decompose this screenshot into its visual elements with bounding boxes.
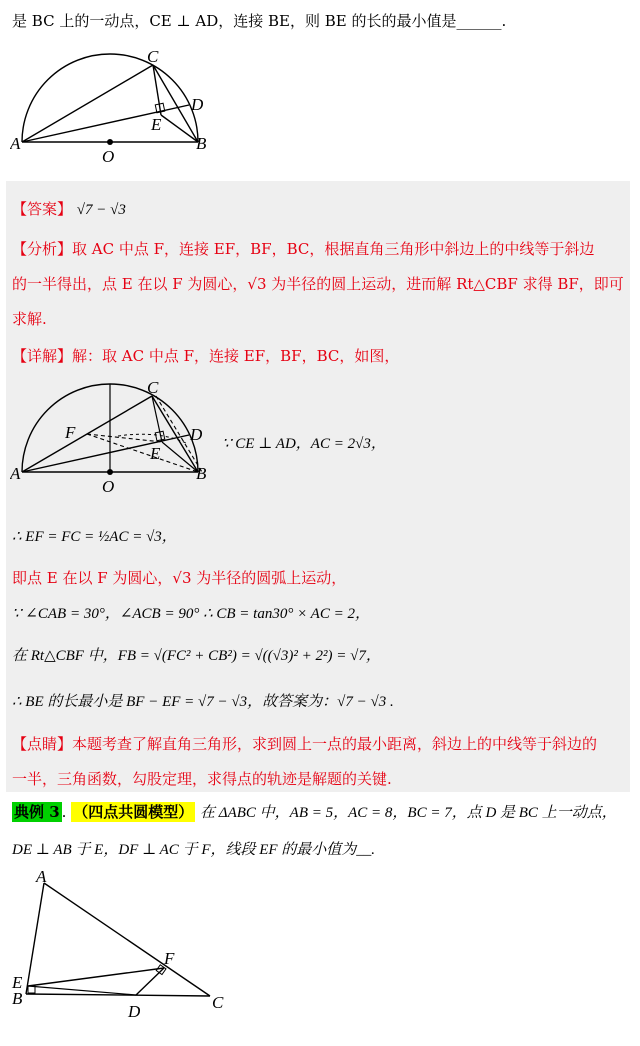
analysis-line-2: 的一半得出，点 E 在以 F 为圆心，√3 为半径的圆上运动，进而解 Rt△CBF 求得 BF，即可: [12, 275, 624, 293]
analysis-text-1: 取 AC 中点 F，连接 EF，BF，BC，根据直角三角形中斜边上的中线等于斜边: [72, 240, 595, 258]
label-O: O: [102, 477, 115, 496]
detail-step-4-text: 在 Rt△CBF 中，FB = √(FC² + CB²) = √((√3)² + 2²) = √7，: [12, 648, 381, 664]
label-C: C: [147, 380, 159, 397]
comment-line-2: 一半，三角函数，勾股定理，求得点的轨迹是解题的关键.: [12, 770, 392, 788]
label-C: C: [147, 48, 159, 66]
figure-triangle: [8, 868, 248, 1028]
label-E: E: [151, 115, 162, 134]
label-A: A: [36, 868, 47, 886]
label-F: F: [65, 423, 76, 442]
answer-tag: 【答案】: [12, 200, 73, 218]
label-D: D: [190, 425, 203, 444]
problem-continuation: [12, 10, 506, 31]
analysis-line-3: 求解.: [12, 310, 47, 328]
figure-semicircle-1: [10, 48, 210, 168]
label-E: E: [150, 444, 161, 463]
label-A: A: [10, 134, 21, 153]
detail-step-3: ∵ ∠CAB = 30°，∠ACB = 90° ∴ CB = tan30° × AC = 2，: [12, 606, 370, 622]
label-B: B: [12, 989, 23, 1008]
label-O: O: [102, 147, 115, 166]
detail-step-4: [12, 644, 381, 665]
label-E: E: [12, 973, 23, 992]
label-A: A: [10, 464, 21, 483]
label-D: D: [128, 1002, 141, 1021]
example3-line-2: DE ⊥ AB 于 E，DF ⊥ AC 于 F，线段 EF 的最小值为__.: [12, 842, 376, 858]
comment-line-1: [12, 733, 597, 754]
detail-tag: 【详解】: [12, 347, 73, 365]
example3-text-1: 在 ΔABC 中，AB = 5，AC = 8，BC = 7，点 D 是 BC 上一动点，: [200, 805, 617, 821]
detail-step-5-text: ∴ BE 的长最小是 BF − EF = √7 − √3，故答案为：√7 − √3 .: [12, 694, 394, 710]
detail-beside-figure: ∵ CE ⊥ AD，AC = 2√3，: [222, 436, 386, 452]
example3-line-1: 典例 3 . （四点共圆模型） 在 ΔABC 中，AB = 5，AC = 8，BC = 7，点 D 是 BC 上一动点，: [14, 803, 617, 821]
comment-text-1: 本题考查了解直角三角形，求到圆上一点的最小距离，斜边上的中线等于斜边的: [72, 735, 598, 753]
figure-semicircle-2: [10, 380, 215, 500]
comment-tag: 【点睛】: [12, 735, 73, 753]
example-badge: 典例 3: [14, 803, 60, 821]
detail-step-2: 即点 E 在以 F 为圆心，√3 为半径的圆弧上运动，: [12, 569, 347, 587]
label-C: C: [212, 993, 224, 1012]
problem-text: 是 BC 上的一动点，CE ⊥ AD，连接 BE，则 BE 的长的最小值是______.: [12, 12, 507, 30]
label-D: D: [191, 95, 204, 114]
label-F: F: [164, 949, 175, 968]
analysis-line-1: [12, 238, 594, 259]
detail-line-1: [12, 345, 399, 366]
label-B: B: [196, 464, 207, 483]
detail-step-5: [12, 690, 394, 711]
model-tag: （四点共圆模型）: [73, 803, 194, 821]
detail-step-1: ∴ EF = FC = ½AC = √3，: [12, 529, 177, 545]
detail-text-1: 解：取 AC 中点 F，连接 EF，BF，BC，如图，: [72, 347, 400, 365]
answer-value: √7 − √3: [76, 202, 126, 218]
label-B: B: [196, 134, 207, 153]
answer-line: [12, 198, 126, 219]
analysis-tag: 【分析】: [12, 240, 73, 258]
